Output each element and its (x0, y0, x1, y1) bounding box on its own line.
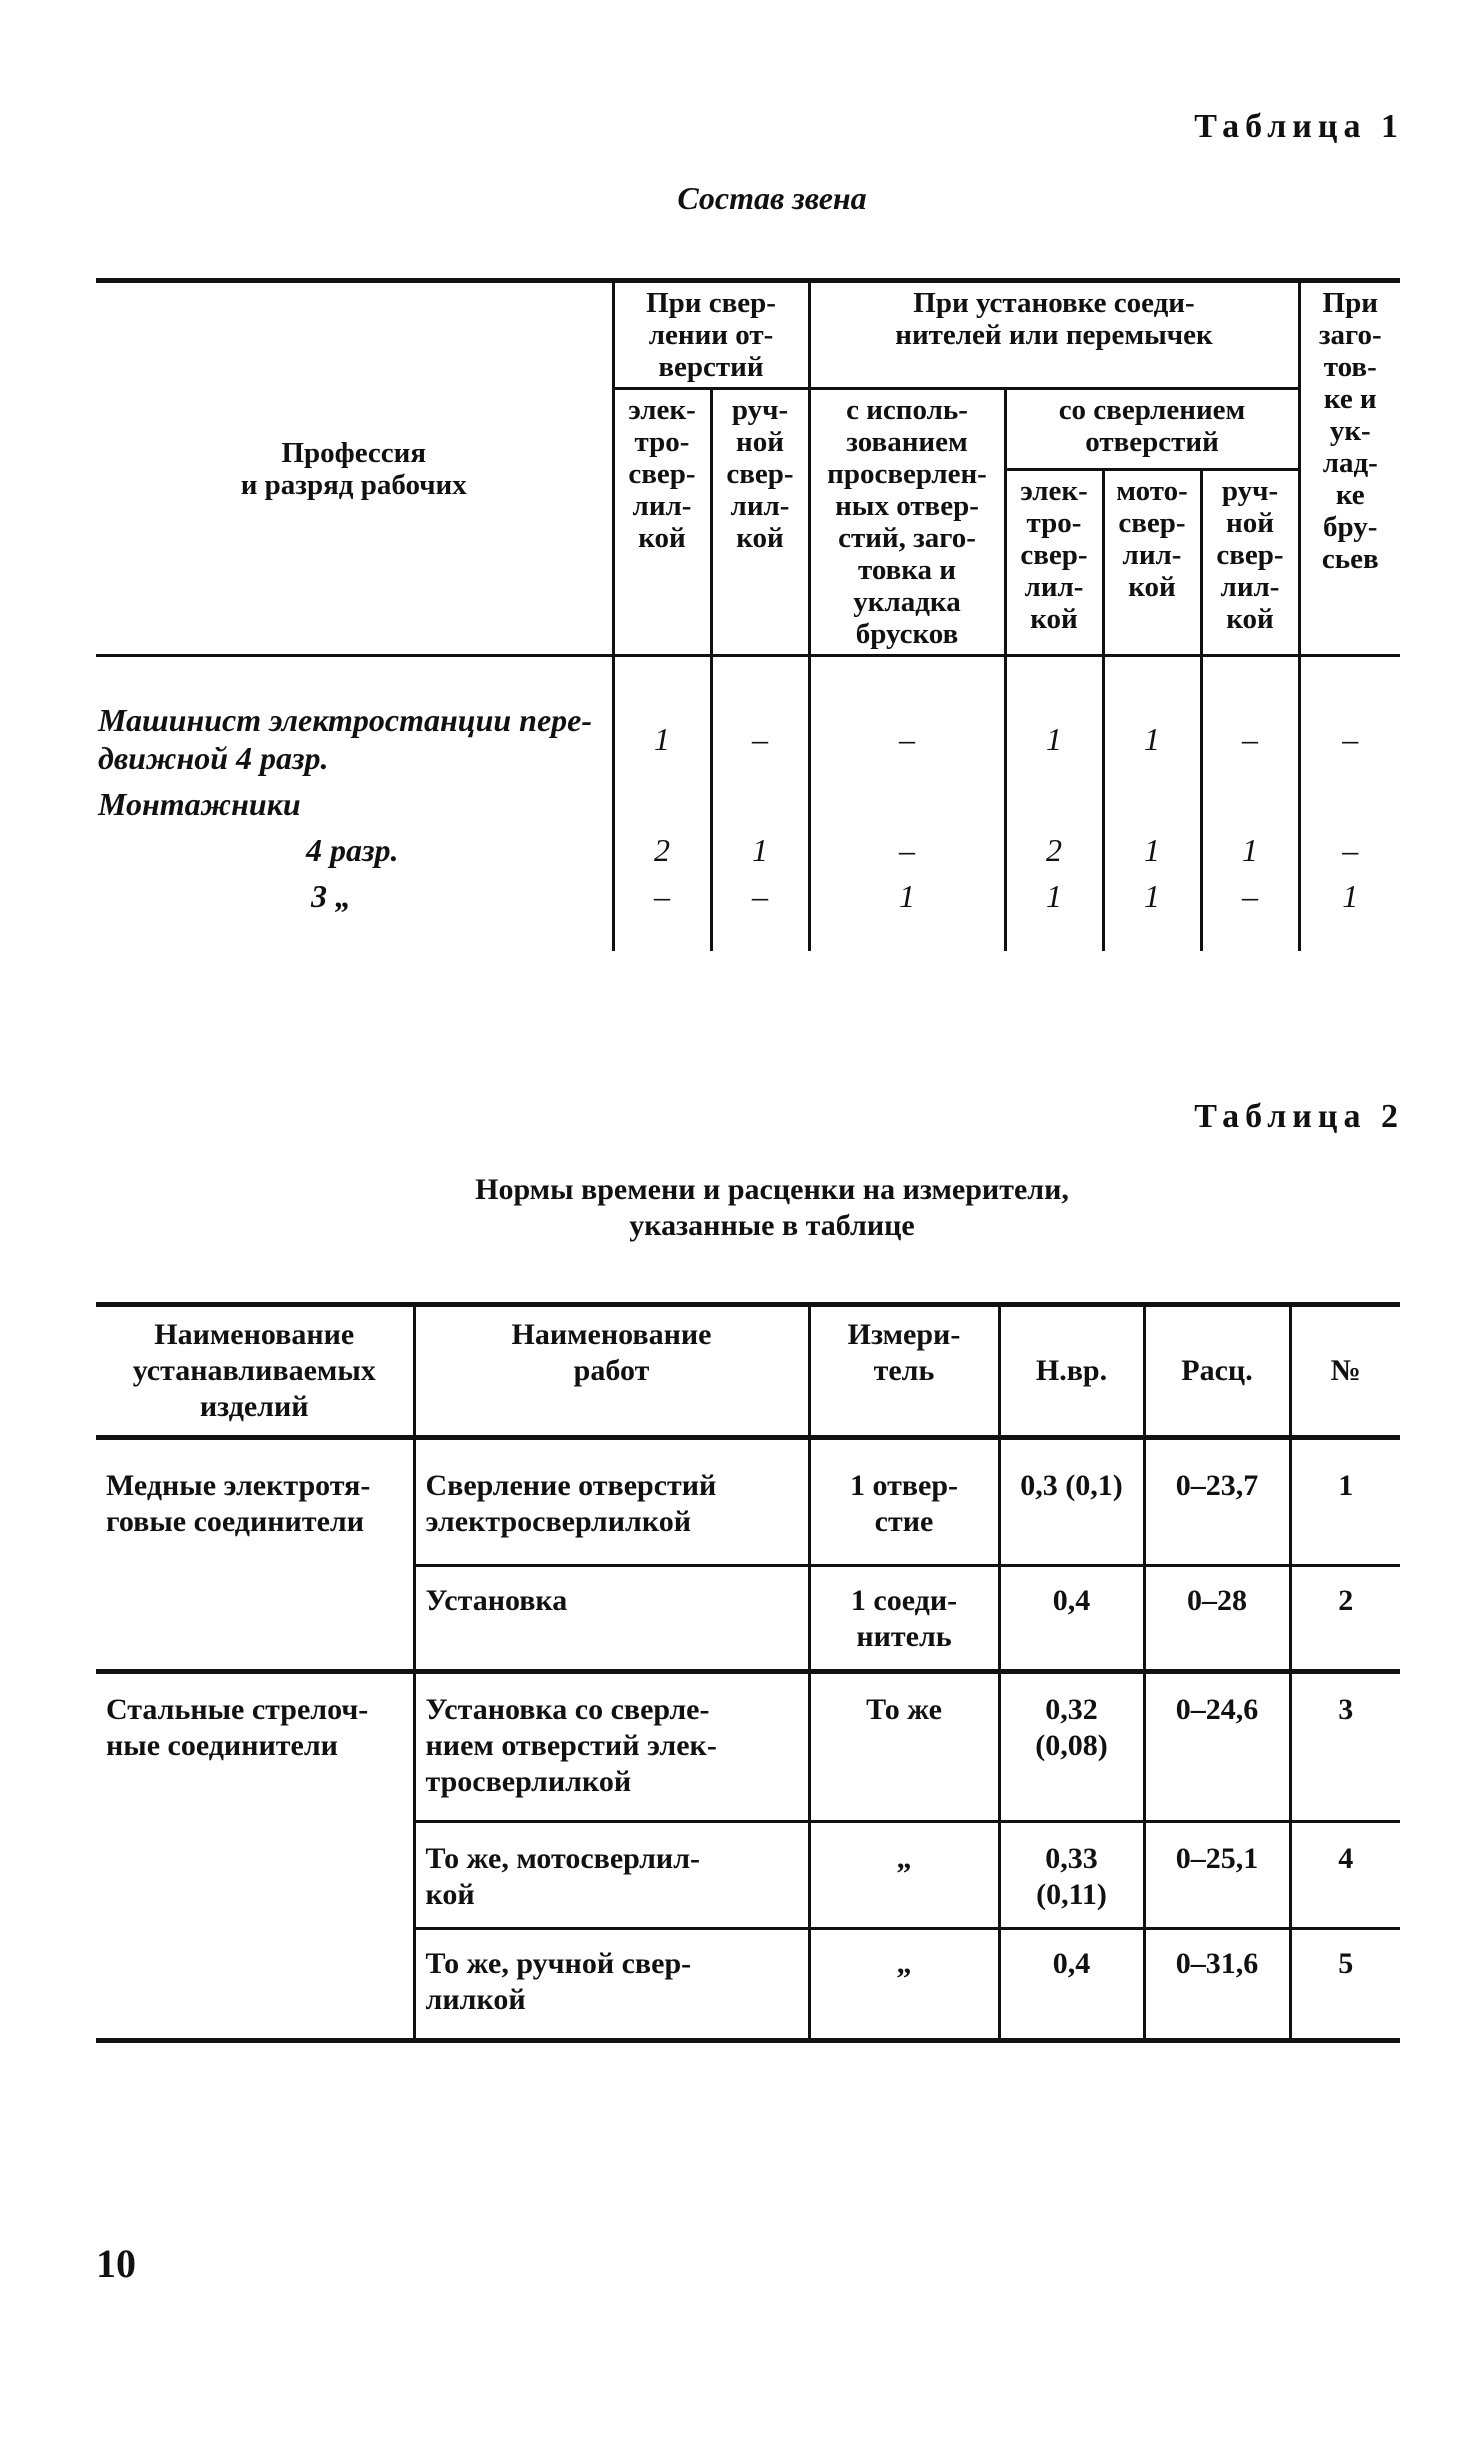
header-electro: элек- тро- свер- лил- кой (613, 389, 711, 656)
table-cell: 1 (1005, 656, 1103, 782)
table-cell: 1 (1103, 827, 1201, 873)
header-norm: Н.вр. (999, 1305, 1144, 1438)
number-cell: 1 (1290, 1438, 1400, 1566)
table-cell: 1 (1103, 656, 1201, 782)
table-cell: – (613, 873, 711, 951)
table-cell: 1 (711, 827, 809, 873)
table-cell: – (1299, 656, 1400, 782)
product-cell: Стальные стрелоч- ные соединители (96, 1672, 414, 2041)
table-cell: 1 (809, 873, 1005, 951)
norm-cell: 0,4 (999, 1566, 1144, 1672)
norm-cell: 0,33 (0,11) (999, 1822, 1144, 1929)
page-number: 10 (96, 2241, 136, 2286)
table-cell (711, 781, 809, 827)
norm-cell: 0,3 (0,1) (999, 1438, 1144, 1566)
header-with-moto: мото- свер- лил- кой (1103, 470, 1201, 656)
header-using-predrilled: с исполь- зованием просверлен- ных отвер- стий, заго- товка и укладка брусков (809, 389, 1005, 656)
table-cell: – (1201, 656, 1299, 782)
work-cell: Установка со сверле- нием отверстий элек- тросверлилкой (414, 1672, 809, 1822)
rate-cell: 0–31,6 (1144, 1929, 1290, 2041)
header-with-electro: элек- тро- свер- лил- кой (1005, 470, 1103, 656)
header-product: Наименование устанавливаемых изделий (96, 1305, 414, 1438)
norm-cell: 0,32 (0,08) (999, 1672, 1144, 1822)
header-manual: руч- ной свер- лил- кой (711, 389, 809, 656)
table2-label: Таблица 2 (1194, 1098, 1404, 1135)
time-norms-table (96, 1302, 1400, 2043)
table-cell (613, 781, 711, 827)
table-cell: 1 (1201, 827, 1299, 873)
number-cell: 3 (1290, 1672, 1400, 1822)
profession-cell: 3 „ (311, 878, 351, 914)
table-cell: 1 (1103, 873, 1201, 951)
header-rate: Расц. (1144, 1305, 1290, 1438)
table-cell: – (1299, 827, 1400, 873)
header-profession: Профессия и разряд рабочих (96, 281, 613, 656)
table-cell (1201, 781, 1299, 827)
unit-cell: То же (809, 1672, 999, 1822)
unit-cell: 1 отвер- стие (809, 1438, 999, 1566)
rate-cell: 0–24,6 (1144, 1672, 1290, 1822)
unit-cell: „ (809, 1929, 999, 2041)
work-cell: То же, ручной свер- лилкой (414, 1929, 809, 2041)
rate-cell: 0–25,1 (1144, 1822, 1290, 1929)
work-cell: То же, мотосверлил- кой (414, 1822, 809, 1929)
work-cell: Установка (414, 1566, 809, 1672)
header-install-group: При установке соеди- нителей или перемычек (809, 281, 1299, 389)
table-cell: – (809, 656, 1005, 782)
header-unit: Измери- тель (809, 1305, 999, 1438)
header-drilling-group: При свер- лении от- верстий (613, 281, 809, 389)
header-work: Наименование работ (414, 1305, 809, 1438)
header-with-manual: руч- ной свер- лил- кой (1201, 470, 1299, 656)
table-cell: 1 (1299, 873, 1400, 951)
number-cell: 4 (1290, 1822, 1400, 1929)
table-cell: 2 (1005, 827, 1103, 873)
table-cell (1103, 781, 1201, 827)
table-cell (1299, 781, 1400, 827)
table2-title: Нормы времени и расценки на измерители, указанные в таблице (475, 1173, 1069, 1242)
number-cell: 2 (1290, 1566, 1400, 1672)
header-number: № (1290, 1305, 1400, 1438)
work-cell: Сверление отверстий электросверлилкой (414, 1438, 809, 1566)
header-with-drilling: со сверлением отверстий (1005, 389, 1299, 470)
table-cell: – (1201, 873, 1299, 951)
unit-cell: 1 соеди- нитель (809, 1566, 999, 1672)
rate-cell: 0–23,7 (1144, 1438, 1290, 1566)
table1-title: Состав звена (677, 180, 867, 216)
table-cell (1005, 781, 1103, 827)
number-cell: 5 (1290, 1929, 1400, 2041)
table-cell: – (711, 656, 809, 782)
profession-cell: 4 разр. (306, 832, 399, 868)
table-cell (809, 781, 1005, 827)
table1-label: Таблица 1 (1194, 108, 1404, 145)
table-cell: 1 (613, 656, 711, 782)
table-cell: 1 (1005, 873, 1103, 951)
unit-cell: „ (809, 1822, 999, 1929)
profession-cell: Монтажники (98, 786, 301, 822)
crew-composition-table (96, 278, 1400, 951)
rate-cell: 0–28 (1144, 1566, 1290, 1672)
table-cell: 2 (613, 827, 711, 873)
table-cell: – (711, 873, 809, 951)
norm-cell: 0,4 (999, 1929, 1144, 2041)
product-cell: Медные электротя- говые соединители (96, 1438, 414, 1672)
profession-cell: Машинист электростанции пере- движной 4 разр. (98, 702, 593, 776)
header-billet: При заго- тов- ке и ук- лад- ке бру- сьев (1299, 281, 1400, 656)
table-cell: – (809, 827, 1005, 873)
